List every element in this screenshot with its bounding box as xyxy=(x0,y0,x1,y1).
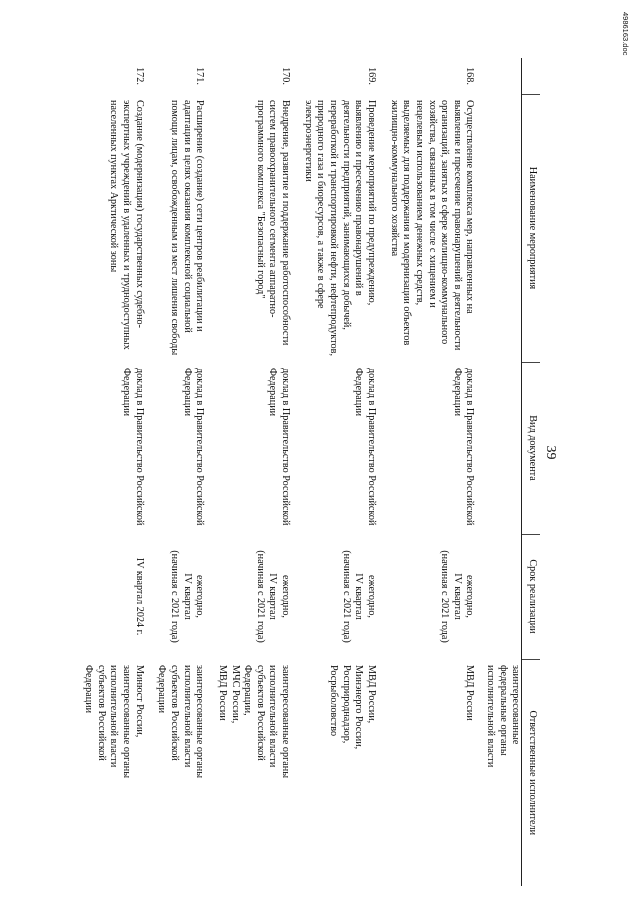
responsible-line: федеральные органы xyxy=(497,665,509,756)
page-number: 39 xyxy=(543,445,558,460)
responsible-line: МВД России xyxy=(464,665,476,721)
responsible-line: заинтересованные органы xyxy=(194,665,206,779)
deadline-line: ежегодно, xyxy=(194,575,206,618)
responsible-line: МЧС России, xyxy=(229,665,241,724)
responsible xyxy=(377,659,475,886)
responsible-line: МВД России, xyxy=(365,665,377,724)
responsible-line: МВД России xyxy=(216,665,228,721)
deadline xyxy=(377,534,475,659)
deadline-line: (начиная с 2021 года) xyxy=(439,550,451,643)
deadline-line: ежегодно, xyxy=(464,575,476,618)
measure-name: Осуществление комплекса мер, направленных на выявление и пресечение правонарушений в деятельности организаций, занятых в сфере жилищно-коммунального хозяйства, связанных в том числе с хищением и нецелевым использованием денежных средств, выделяемых для поддержания и модернизации объектов жилищно-коммунального хозяйства xyxy=(388,100,476,351)
deadline-line: (начиная с 2021 года) xyxy=(168,550,180,643)
deadline-line: IV квартал 2024 г. xyxy=(133,557,145,636)
responsible-line: Федерации, xyxy=(242,665,254,716)
responsible-line: исполнительной власти xyxy=(108,665,120,768)
deadline xyxy=(145,534,206,659)
deadline xyxy=(205,534,291,659)
responsible-line: Минюст России, xyxy=(133,665,145,738)
row-number: 169. xyxy=(365,67,377,85)
responsible-line: исполнительной власти xyxy=(267,665,279,768)
responsible-line: заинтересованные органы xyxy=(121,665,133,779)
responsible-line: Федерации xyxy=(83,665,95,714)
deadline-line: (начиная с 2021 года) xyxy=(340,550,352,643)
responsible xyxy=(72,659,145,886)
table-row xyxy=(145,58,206,886)
deadline-line: IV квартал xyxy=(181,573,193,620)
measure-name: Создание (модернизация) государственных судебно-экспертных учреждений в удаленных и труднодоступных населенных пунктах Арктической зоны xyxy=(108,100,145,350)
table-header-row xyxy=(522,58,540,886)
document-type: доклад в Правительство Российской Федерации xyxy=(121,368,145,526)
responsible-line: заинтересованные xyxy=(510,665,522,745)
document-file-id: 4986163.doc xyxy=(621,12,630,56)
measure-name: Внедрение, развитие и поддержание работоспособности систем правоохранительного сегмента аппаратно-программного комплекса "Безопасный город" xyxy=(254,100,292,346)
document-type: доклад в Правительство Российской Федерации xyxy=(181,368,206,526)
document-type: доклад в Правительство Российской Федерации xyxy=(353,368,377,526)
header-responsible: Ответственные исполнители xyxy=(522,659,540,886)
responsible-line: Федерации xyxy=(156,665,168,714)
responsible xyxy=(205,659,291,886)
responsible-line: исполнительной власти xyxy=(485,665,497,768)
responsible-line: Росрыболовство xyxy=(328,665,340,737)
deadline-line: IV квартал xyxy=(267,573,279,620)
responsible xyxy=(145,659,206,886)
table-row xyxy=(72,58,145,886)
row-number: 172. xyxy=(133,67,145,85)
table-row xyxy=(377,58,475,886)
row-number: 171. xyxy=(194,67,206,85)
action-plan-table xyxy=(72,58,541,886)
responsible-line: субъектов Российской xyxy=(95,665,107,761)
responsible-line: исполнительной власти xyxy=(181,665,193,768)
responsible xyxy=(291,659,377,886)
continuation-responsible-cell xyxy=(475,659,521,886)
deadline xyxy=(291,534,377,659)
responsible-line: Росприроднадзор, xyxy=(340,665,352,744)
table-row xyxy=(291,58,377,886)
continuation-row xyxy=(475,58,521,886)
row-number: 170. xyxy=(280,67,292,85)
header-number xyxy=(522,58,540,94)
deadline-line: ежегодно, xyxy=(365,575,377,618)
measure-name: Расширение (создание) сети центров реабилитации и адаптации в целях оказания комплексной социальной помощи лицам, освобожденным из мест лишения свободы xyxy=(168,100,206,356)
row-number: 168. xyxy=(464,67,476,85)
deadline-line: IV квартал xyxy=(451,573,463,620)
responsible-line: субъектов Российской xyxy=(168,665,180,761)
responsible-line: заинтересованные органы xyxy=(280,665,292,779)
responsible-line: Минэнерго России, xyxy=(353,665,365,750)
deadline-line: IV квартал xyxy=(353,573,365,620)
table-row xyxy=(205,58,291,886)
deadline xyxy=(72,534,145,659)
document-type: доклад в Правительство Российской Федерации xyxy=(451,368,476,526)
measure-name: Проведение мероприятий по предупреждению, выявлению и пресечению правонарушений в деятельности предприятий, занимающихся добычей, переработкой и транспортировкой нефти, нефтепродуктов, природного газа и биоресурсов, а также в сфере электроэнергетики xyxy=(302,100,377,356)
header-measure-name: Наименование мероприятия xyxy=(522,94,540,362)
header-deadline: Срок реализации xyxy=(522,534,540,659)
responsible-line: субъектов Российской xyxy=(254,665,266,761)
deadline-line: ежегодно, xyxy=(280,575,292,618)
deadline-line: (начиная с 2021 года) xyxy=(254,550,266,643)
header-document-type: Вид документа xyxy=(522,362,540,534)
document-type: доклад в Правительство Российской Федерации xyxy=(267,368,292,526)
